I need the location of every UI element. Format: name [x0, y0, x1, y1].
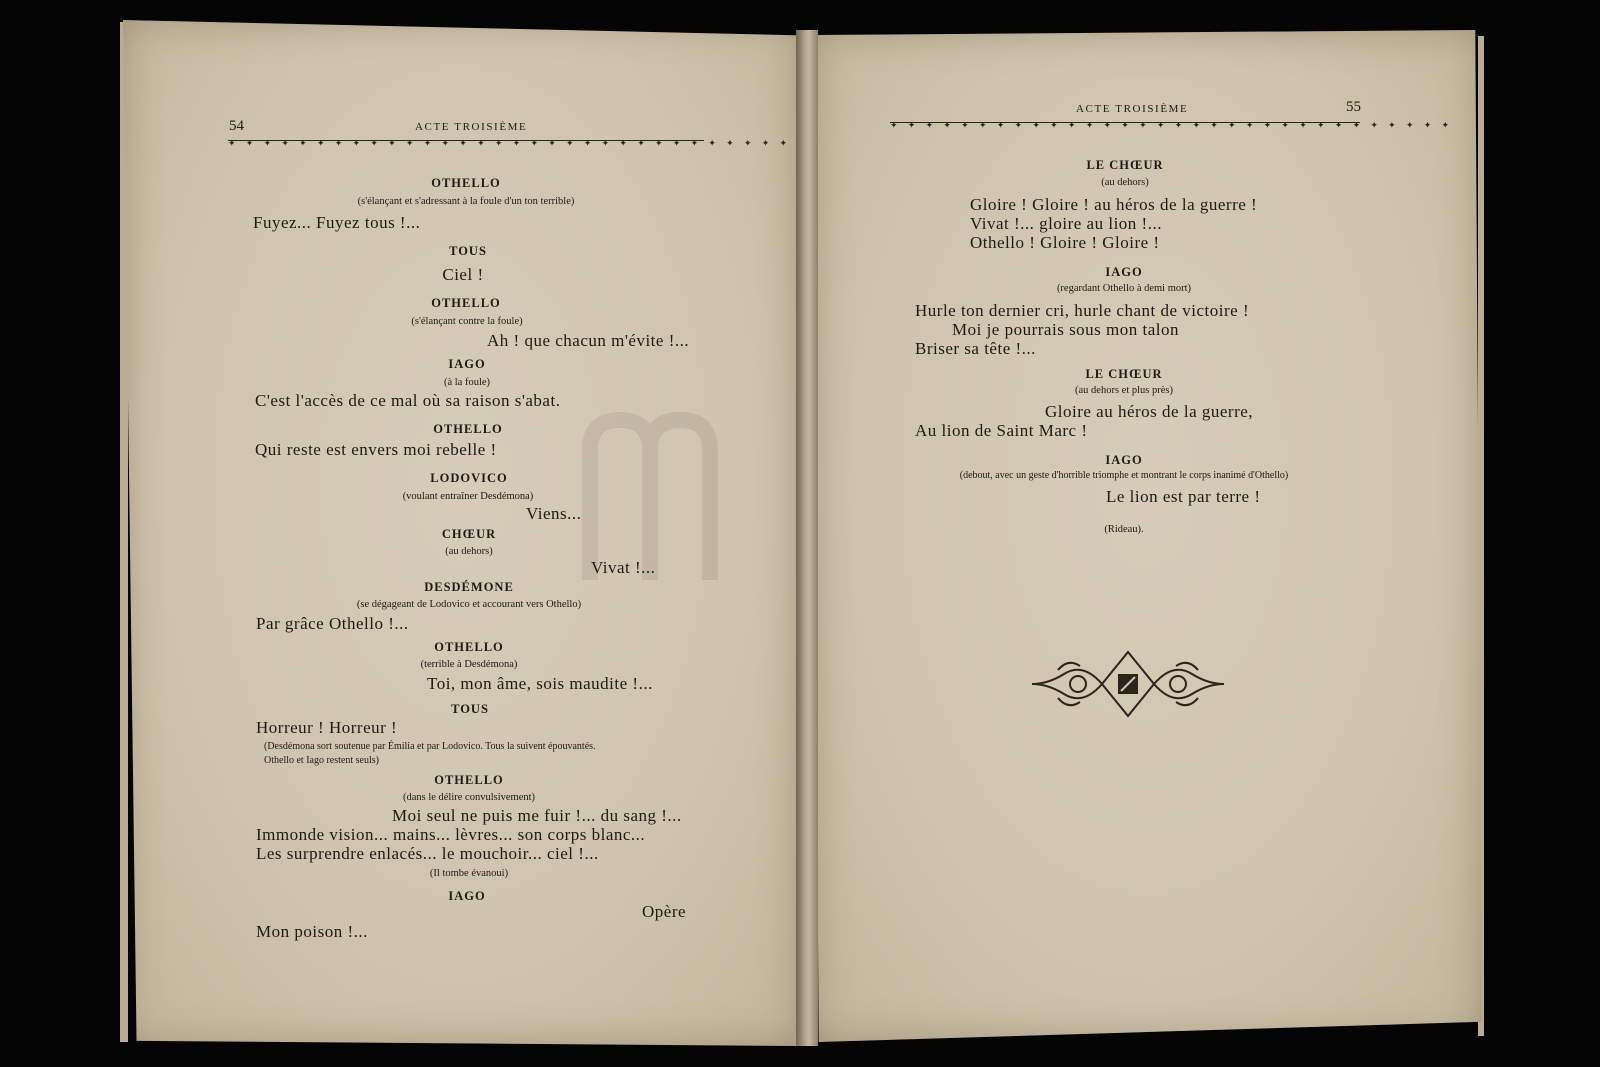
stage-direction: (voulant entraîner Desdémona) — [402, 491, 534, 502]
running-head-right: ACTE TROISIÈME — [1076, 103, 1189, 115]
speaker-name: IAGO — [1105, 453, 1143, 467]
verse-line: Briser sa tête !... — [915, 339, 1036, 358]
speaker-name: TOUS — [451, 702, 489, 716]
speaker-name: LE CHŒUR — [1085, 367, 1163, 381]
verse-line: Vivat !... gloire au lion !... — [970, 214, 1162, 233]
stage-direction: (terrible à Desdémona) — [420, 659, 518, 670]
verse-line: Vivat !... — [591, 558, 656, 577]
speaker-name: LODOVICO — [430, 471, 508, 485]
verse-line: Ciel ! — [442, 265, 484, 284]
stage-direction: (s'élançant et s'adressant à la foule d'un ton terrible) — [357, 196, 575, 207]
verse-line: Hurle ton dernier cri, hurle chant de victoire ! — [915, 301, 1250, 320]
fleuron-rule-icon: ✦ ✦ ✦ ✦ ✦ ✦ ✦ ✦ ✦ ✦ ✦ ✦ ✦ ✦ ✦ ✦ ✦ ✦ ✦ ✦ ✦ ✦ ✦ ✦ ✦ ✦ ✦ ✦ ✦ ✦ ✦ ✦ — [890, 120, 1454, 130]
verse-line: Les surprendre enlacés... le mouchoir... ciel !... — [256, 844, 599, 863]
stage-direction: (à la foule) — [443, 377, 491, 388]
verse-line: Mon poison !... — [256, 922, 368, 941]
book-spine — [796, 30, 818, 1046]
verse-line: C'est l'accès de ce mal où sa raison s'abat. — [255, 391, 561, 410]
speaker-name: OTHELLO — [434, 640, 504, 654]
verse-line: Fuyez... Fuyez tous !... — [253, 213, 421, 232]
verse-line: Immonde vision... mains... lèvres... son corps blanc... — [256, 825, 646, 844]
verse-line: Gloire au héros de la guerre, — [1045, 402, 1254, 421]
speaker-name: OTHELLO — [431, 296, 501, 310]
verse-line: Moi je pourrais sous mon talon — [952, 320, 1180, 339]
speaker-name: OTHELLO — [434, 773, 504, 787]
verse-line: Au lion de Saint Marc ! — [915, 421, 1088, 440]
speaker-name: IAGO — [448, 357, 486, 371]
speaker-name: TOUS — [449, 244, 487, 258]
ornament-icon — [1028, 648, 1228, 720]
stage-direction: (au dehors) — [445, 546, 493, 557]
verse-line: Le lion est par terre ! — [1106, 487, 1261, 506]
stage-direction: (Desdémona sort soutenue par Émilia et par Lodovico. Tous la suivent épouvantés. — [264, 741, 596, 752]
stage-direction: (au dehors et plus près) — [1075, 385, 1173, 396]
stage-direction: (s'élançant contre la foule) — [411, 316, 523, 327]
verse-line: Othello ! Gloire ! Gloire ! — [970, 233, 1160, 252]
verse-line: Ah ! que chacun m'évite !... — [487, 331, 690, 350]
stage-direction: (debout, avec un geste d'horrible triomphe et montrant le corps inanimé d'Othello) — [959, 470, 1289, 481]
verse-line: Gloire ! Gloire ! au héros de la guerre ! — [970, 195, 1258, 214]
page-number-right: 55 — [1346, 99, 1361, 115]
speaker-name: IAGO — [448, 889, 486, 903]
speaker-name: CHŒUR — [441, 527, 497, 541]
speaker-name: DESDÉMONE — [424, 580, 514, 594]
stage-direction: (Il tombe évanoui) — [429, 868, 509, 879]
stage-direction: (au dehors) — [1101, 177, 1149, 188]
stage-direction: Othello et Iago restent seuls) — [264, 755, 379, 766]
speaker-name: LE CHŒUR — [1086, 158, 1164, 172]
verse-line: Moi seul ne puis me fuir !... du sang !... — [392, 806, 682, 825]
fleuron-rule-icon: ✦ ✦ ✦ ✦ ✦ ✦ ✦ ✦ ✦ ✦ ✦ ✦ ✦ ✦ ✦ ✦ ✦ ✦ ✦ ✦ ✦ ✦ ✦ ✦ ✦ ✦ ✦ ✦ ✦ ✦ ✦ ✦ — [228, 138, 792, 148]
stage-direction: (dans le délire convulsivement) — [402, 792, 536, 803]
verse-line: Toi, mon âme, sois maudite !... — [427, 674, 653, 693]
running-head-left: ACTE TROISIÈME — [415, 121, 528, 133]
stage-direction: (regardant Othello à demi mort) — [1056, 283, 1192, 294]
stage-direction: (Rideau). — [1104, 524, 1144, 535]
speaker-name: OTHELLO — [431, 176, 501, 190]
stage-direction: (se dégageant de Lodovico et accourant vers Othello) — [356, 599, 582, 610]
verse-line: Par grâce Othello !... — [256, 614, 409, 633]
speaker-name: IAGO — [1105, 265, 1143, 279]
speaker-name: OTHELLO — [433, 422, 503, 436]
verse-line: Opère — [642, 902, 687, 921]
verse-line: Horreur ! Horreur ! — [256, 718, 398, 737]
verse-line: Qui reste est envers moi rebelle ! — [255, 440, 497, 459]
verse-line: Viens... — [526, 504, 582, 523]
page-number-left: 54 — [229, 118, 244, 134]
